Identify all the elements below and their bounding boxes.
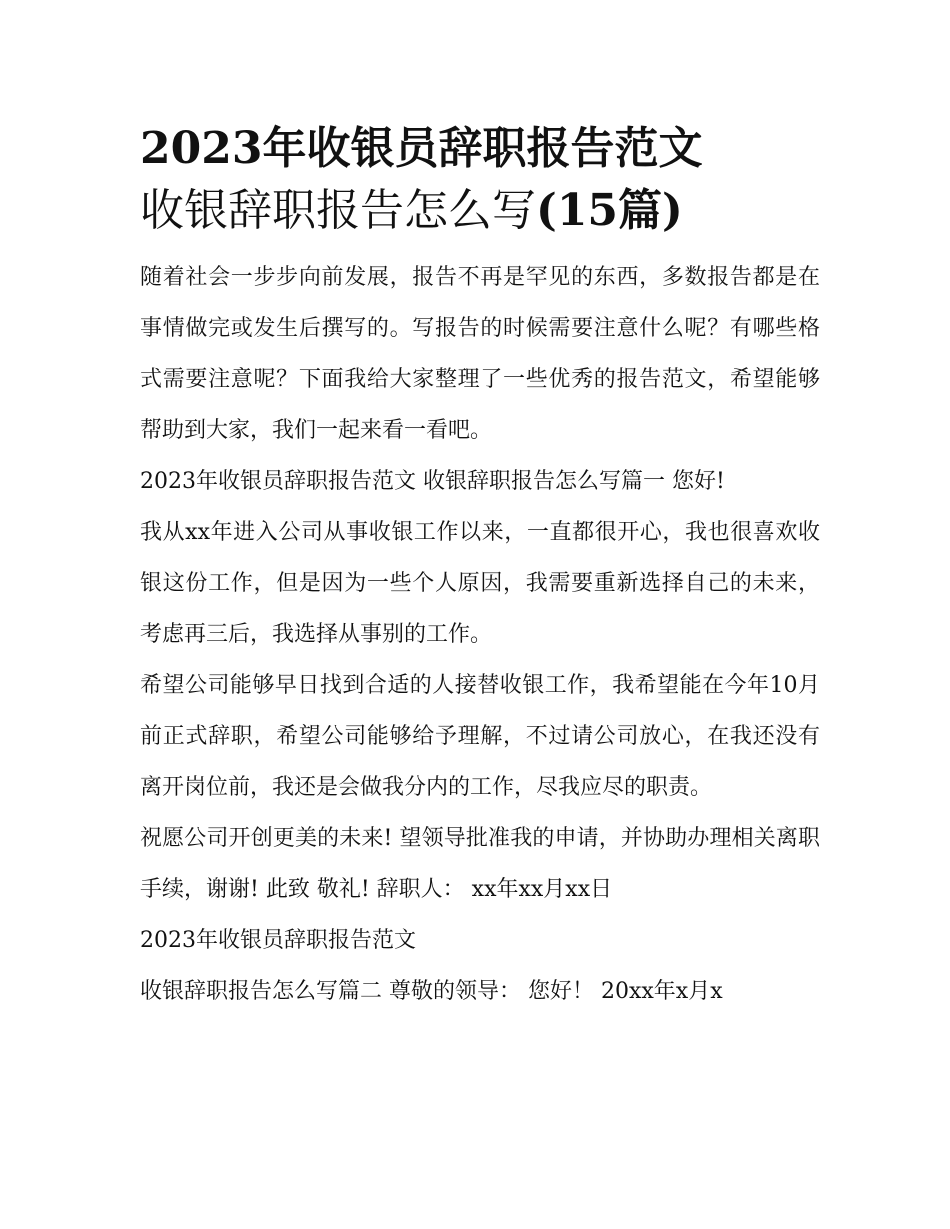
paragraph-section-1-request: 希望公司能够早日找到合适的人接替收银工作，我希望能在今年10月前正式辞职，希望公司能够给予理解，不过请公司放心，在我还没有离开岗位前，我还是会做我分内的工作，尽我应尽的职责。 <box>140 673 820 800</box>
title-line-2-suffix: (15篇) <box>536 185 683 236</box>
paragraph-section-1-body: 我从xx年进入公司从事收银工作以来，一直都很开心，我也很喜欢收银这份工作，但是因为一些个人原因，我需要重新选择自己的未来，考虑再三后，我选择从事别的工作。 <box>140 520 820 647</box>
paragraph-section-1-closing: 祝愿公司开创更美的未来! 望领导批准我的申请，并协助办理相关离职手续，谢谢! 此致 敬礼! 辞职人： xx年xx月xx日 <box>140 826 820 902</box>
title-line-1: 2023年收银员辞职报告范文 <box>140 123 703 174</box>
paragraph-repeat-title: 2023年收银员辞职报告范文 <box>140 928 416 953</box>
document-page <box>140 118 820 1017</box>
paragraph-section-1-heading: 2023年收银员辞职报告范文 收银辞职报告怎么写篇一 您好! <box>140 469 725 494</box>
document-body <box>140 252 820 1017</box>
paragraph-intro: 随着社会一步步向前发展，报告不再是罕见的东西，多数报告都是在事情做完或发生后撰写的。写报告的时候需要注意什么呢？有哪些格式需要注意呢？下面我给大家整理了一些优秀的报告范文，希望能够帮助到大家，我们一起来看一看吧。 <box>140 265 820 443</box>
title-line-2-main: 收银辞职报告怎么写 <box>140 185 536 236</box>
paragraph-section-2-start: 收银辞职报告怎么写篇二 尊敬的领导： 您好！ 20xx年x月x <box>140 979 723 1004</box>
title-line-2 <box>140 180 820 242</box>
document-title <box>140 118 820 242</box>
